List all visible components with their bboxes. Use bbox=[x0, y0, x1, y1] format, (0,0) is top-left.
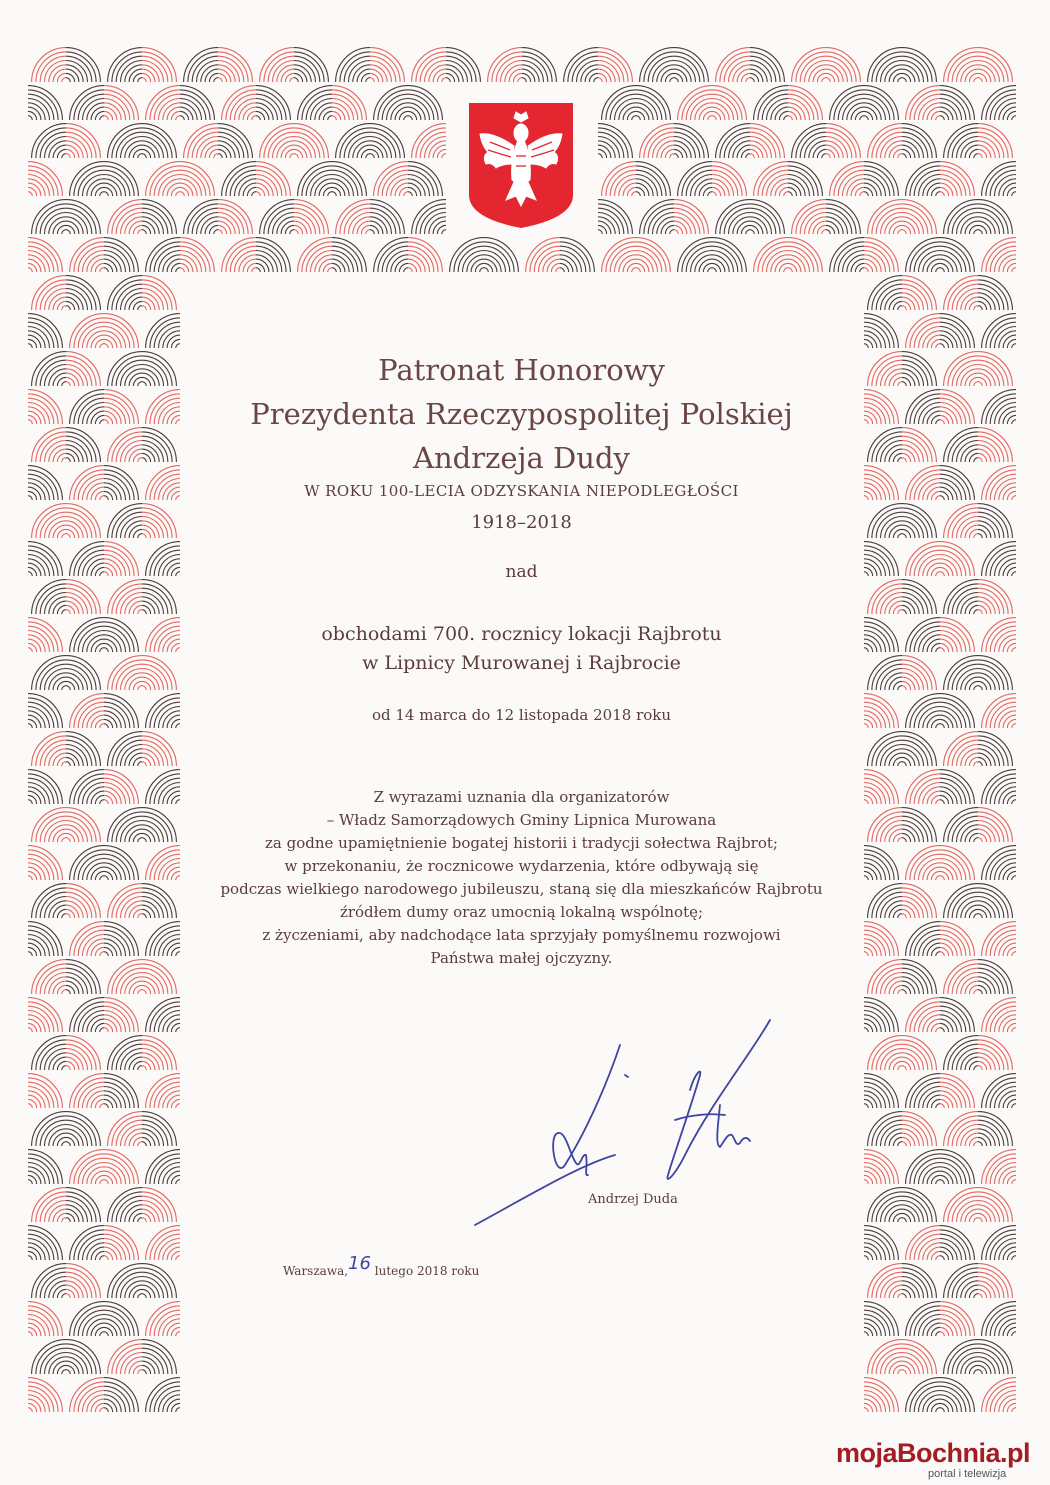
paragraph-line: za godne upamiętnienie bogatej historii i tradycji sołectwa Rajbrot; bbox=[265, 834, 778, 852]
paragraph-line: Państwa małej ojczyzny. bbox=[430, 949, 613, 967]
handwritten-day: 16 bbox=[348, 1253, 371, 1274]
title-line: Prezydenta Rzeczypospolitej Polskiej bbox=[250, 397, 793, 431]
watermark-logo bbox=[836, 1438, 1031, 1480]
place-and-date bbox=[283, 1253, 480, 1280]
paragraph-line: źródłem dumy oraz umocnią lokalną wspólnotę; bbox=[339, 903, 704, 921]
dedication-paragraph bbox=[183, 786, 860, 970]
nad-text: nad bbox=[505, 562, 538, 582]
watermark-brand: mojaBochnia.pl bbox=[836, 1438, 1031, 1468]
polish-eagle-emblem-icon bbox=[466, 100, 576, 230]
event-line: w Lipnicy Murowanej i Rajbrocie bbox=[362, 652, 681, 674]
event-line: obchodami 700. rocznicy lokacji Rajbrotu bbox=[321, 623, 722, 645]
paragraph-line: w przekonaniu, że rocznicowe wydarzenia, które odbywają się bbox=[284, 857, 759, 875]
date-rest: lutego 2018 roku bbox=[374, 1264, 480, 1278]
signer-name: Andrzej Duda bbox=[588, 1192, 678, 1207]
title-line: Andrzeja Dudy bbox=[413, 441, 630, 475]
years: 1918–2018 bbox=[471, 512, 572, 533]
paragraph-line: z życzeniami, aby nadchodące lata sprzyjały pomyślnemu rozwojowi bbox=[262, 926, 781, 944]
title-line: Patronat Honorowy bbox=[378, 353, 665, 387]
document-title bbox=[183, 348, 860, 480]
paragraph-line: podczas wielkiego narodowego jubileuszu, staną się dla mieszkańców Rajbrotu bbox=[220, 880, 823, 898]
watermark-tagline: portal i telewizja bbox=[928, 1468, 1007, 1480]
event-dates: od 14 marca do 12 listopada 2018 roku bbox=[371, 706, 672, 724]
paragraph-line: – Władz Samorządowych Gminy Lipnica Murowana bbox=[326, 811, 717, 829]
event-description bbox=[183, 620, 860, 678]
paragraph-line: Z wyrazami uznania dla organizatorów bbox=[373, 788, 670, 806]
subtitle: W ROKU 100-LECIA ODZYSKANIA NIEPODLEGŁOŚCI bbox=[304, 482, 739, 500]
place: Warszawa, bbox=[283, 1264, 349, 1278]
signature-icon bbox=[470, 1015, 790, 1235]
